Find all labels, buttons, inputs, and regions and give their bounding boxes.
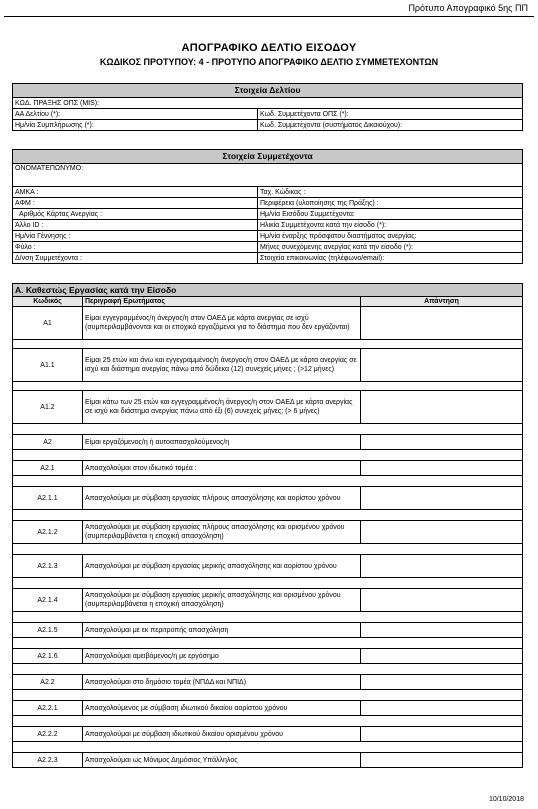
question-row [13,675,523,690]
answer-cell[interactable] [361,521,523,544]
description-column-header: Περιγραφή Ερωτήματος [83,297,361,307]
unemployment-months-field[interactable]: Μήνες συνεχόμενης ανεργίας κατά την είσοδο (*): [258,242,523,253]
question-code: A1.1 [13,349,83,382]
question-code: A2.1.3 [13,555,83,578]
row-spacer [13,382,523,391]
row-spacer [13,340,523,349]
row-spacer [13,578,523,589]
question-description: Απασχολούμαι με σύμβαση εργασίας πλήρους απασχόλησης και αορίστου χρόνου [83,487,361,510]
question-row [13,349,523,382]
mis-code-field[interactable]: ΚΩΔ. ΠΡΑΞΗΣ ΟΠΣ (MIS): [13,98,523,109]
question-description: Απασχολούμαι με σύμβαση ιδιωτικού δικαίου ορισμένου χρόνου [83,727,361,742]
question-row [13,307,523,340]
participant-table [12,149,523,264]
employment-heading: Α. Καθεστώς Εργασίας κατά την Είσοδο [13,284,523,297]
answer-cell[interactable] [361,649,523,664]
document-date: 10/10/2018 [488,796,524,803]
answer-cell[interactable] [361,701,523,716]
question-description: Απασχολούμαι με σύμβαση εργασίας μερικής απασχόλησης και αορίστου χρόνου [83,555,361,578]
participant-ops-code-field[interactable]: Κωδ. Συμμετέχοντα ΟΠΣ (*): [258,109,523,120]
question-code: A2.1.1 [13,487,83,510]
question-description: Απασχολούμαι στον ιδιωτικό τομέα : [83,461,361,476]
contact-field[interactable]: Στοιχεία επικοινωνίας (τηλέφωνο/email): [258,253,523,264]
question-row [13,435,523,450]
row-spacer [13,424,523,435]
question-row [13,649,523,664]
question-row [13,391,523,424]
question-code: A2.1 [13,461,83,476]
entry-date-field[interactable]: Ημ/νία Εισόδου Συμμετέχοντα: [258,209,523,220]
question-description: Απασχολούμαι στο δημόσιο τομέα (ΝΠΔΔ και ΝΠΙΔ) [83,675,361,690]
answer-cell[interactable] [361,589,523,612]
birth-date-field[interactable]: Ημ/νία Γέννησης : [13,231,258,242]
answer-cell[interactable] [361,435,523,450]
question-description: Απασχολούμαι με σύμβαση εργασίας μερικής απασχόλησης και ορισμένου χρόνου (συμπεριλαμβάνεται η εποχική απασχόληση) [83,589,361,612]
participant-system-code-field[interactable]: Κωδ. Συμμετέχοντα (συστήματος Δικαιούχου): [258,120,523,131]
afm-field[interactable]: ΑΦΜ : [13,198,258,209]
question-code: A2 [13,435,83,450]
question-row [13,487,523,510]
unemployment-card-field[interactable]: Αριθμός Κάρτας Ανεργίας : [13,209,258,220]
question-code: A1.2 [13,391,83,424]
question-code: A2.2.3 [13,753,83,768]
answer-cell[interactable] [361,461,523,476]
question-code: A2.2.1 [13,701,83,716]
full-name-field[interactable]: ΟΝΟΜΑΤΕΠΩΝΥΜΟ: [13,164,523,187]
header-divider [4,16,534,17]
answer-cell[interactable] [361,727,523,742]
row-spacer [13,716,523,727]
region-field[interactable]: Περιφέρεια (υλοποίησης της Πράξης) : [258,198,523,209]
question-row [13,521,523,544]
question-description: Απασχολούμαι ως Μόνιμος Δημόσιος Υπάλληλος [83,753,361,768]
template-label: Πρότυπο Απογραφικό 5ης ΠΠ [408,3,528,13]
answer-cell[interactable] [361,349,523,382]
answer-cell[interactable] [361,623,523,638]
deltio-aa-field[interactable]: ΑΑ Δελτίου (*): [13,109,258,120]
question-row [13,555,523,578]
question-code: A1 [13,307,83,340]
answer-column-header: Απάντηση [361,297,523,307]
completion-date-field[interactable]: Ημ/νία Συμπλήρωσης (*): [13,120,258,131]
question-code: A2.1.4 [13,589,83,612]
question-row [13,753,523,768]
document-title: ΑΠΟΓΡΑΦΙΚΟ ΔΕΛΤΙΟ ΕΙΣΟΔΟΥ [181,42,357,54]
question-description: Απασχολούμενος με σύμβαση ιδιωτικού δικαίου αορίστου χρόνου [83,701,361,716]
entry-age-field[interactable]: Ηλικία Συμμετέχοντα κατά την είσοδο (*): [258,220,523,231]
participant-heading: Στοιχεία Συμμετέχοντα [13,150,523,164]
address-field[interactable]: Δ/νση Συμμετέχοντα : [13,253,258,264]
question-description: Είμαι 25 ετών και άνω και εγγεγραμμένος/η άνεργος/η στον ΟΑΕΔ με κάρτα ανεργίας σε ισχύ και διάστημα ανεργίας πάνω από δώδεκα (12) συνεχείς μήνες ; (>12 μήνες) [83,349,361,382]
answer-cell[interactable] [361,391,523,424]
question-description: Είμαι κάτω των 25 ετών και εγγεγραμμένος/η άνεργος/η στον ΟΑΕΔ με κάρτα ανεργίας σε ισχύ και διάστημα ανεργίας πάνω από έξι (6) συνεχείς μήνες; (> 6 μήνες) [83,391,361,424]
question-description: Είμαι εγγεγραμμένος/η άνεργος/η στον ΟΑΕΔ με κάρτα ανεργίας σε ισχύ (συμπεριλαμβάνονται και οι εποχικά εργαζόμενοι για το διάστημα που δεν εργάζονται) [83,307,361,340]
row-spacer [13,638,523,649]
answer-cell[interactable] [361,753,523,768]
question-description: Απασχολούμαι με σύμβαση εργασίας πλήρους απασχόλησης και ορισμένου χρόνου (συμπεριλαμβάνεται η εποχική απασχόληση) [83,521,361,544]
row-spacer [13,742,523,753]
row-spacer [13,510,523,521]
question-code: A2.1.5 [13,623,83,638]
answer-cell[interactable] [361,675,523,690]
employment-status-table [12,283,523,768]
question-description: Είμαι εργαζόμενος/η ή αυτοαπασχολούμενος/η [83,435,361,450]
row-spacer [13,544,523,555]
question-row [13,461,523,476]
answer-cell[interactable] [361,487,523,510]
row-spacer [13,476,523,487]
answer-cell[interactable] [361,307,523,340]
gender-field[interactable]: Φύλο : [13,242,258,253]
question-code: A2.1.6 [13,649,83,664]
row-spacer [13,690,523,701]
question-row [13,623,523,638]
code-column-header: Κωδικός [13,297,83,307]
row-spacer [13,450,523,461]
question-description: Απασχολούμαι αμειβόμενος/η με εργόσημο [83,649,361,664]
document-subtitle: ΚΩΔΙΚΟΣ ΠΡΟΤΥΠΟΥ: 4 - ΠΡΟΤΥΠΟ ΑΠΟΓΡΑΦΙΚΟ ΔΕΛΤΙΟ ΣΥΜΜΕΤΕΧΟΝΤΩΝ [99,57,439,67]
question-row [13,589,523,612]
answer-cell[interactable] [361,555,523,578]
postal-code-field[interactable]: Ταχ. Κώδικας : [258,187,523,198]
question-code: A2.2 [13,675,83,690]
question-row [13,701,523,716]
row-spacer [13,664,523,675]
deltio-heading: Στοιχεία Δελτίου [13,84,523,98]
question-code: A2.1.2 [13,521,83,544]
question-row [13,727,523,742]
row-spacer [13,612,523,623]
question-code: A2.2.2 [13,727,83,742]
question-description: Απασχολούμαι με εκ περιτροπής απασχόληση [83,623,361,638]
deltio-table [12,83,523,131]
other-id-field[interactable]: Άλλο ID : [13,220,258,231]
amka-field[interactable]: ΑΜΚΑ : [13,187,258,198]
unemployment-start-field[interactable]: Ημ/νία έναρξης πρόσφατου διαστήματος ανεργίας: [258,231,523,242]
